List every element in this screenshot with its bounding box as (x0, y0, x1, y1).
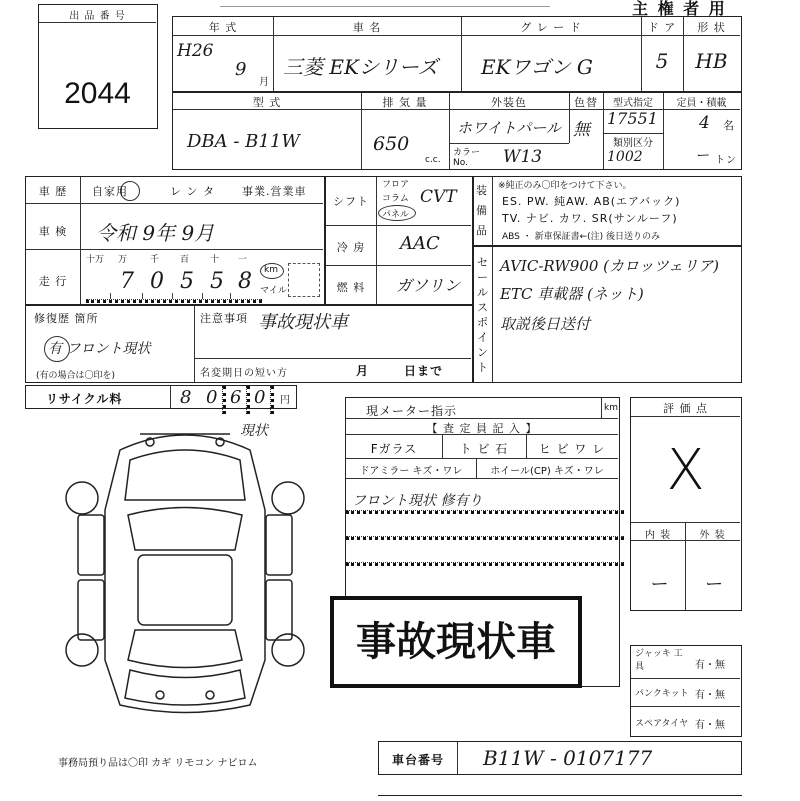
color-no-label: カラーNo. (453, 148, 481, 168)
chassis-value: B11W - 0107177 (483, 746, 653, 770)
mileage-digit-4: 5 (180, 269, 194, 294)
sales-point-label: セールスポイント (477, 256, 488, 374)
model-label: 型 式 (252, 96, 282, 109)
sales-point-block (473, 246, 742, 383)
exterior-label: 外 装 (699, 530, 726, 541)
mileage-digit-5: 5 (210, 269, 224, 294)
office-note: 事務局預り品は〇印 カギ リモコン ナビロム (58, 758, 258, 769)
diagram-annotation: 現状 (240, 423, 268, 439)
color-label: 外装色 (491, 96, 527, 109)
recycle-digit-2: 0 (206, 387, 218, 408)
mileage-digit-6: 8 (238, 269, 252, 294)
recycle-digit-3: 6 (230, 387, 242, 408)
category-label: 類別区分 (613, 138, 653, 149)
model-row (172, 92, 742, 170)
shift-label: シフト (333, 195, 369, 208)
displacement-unit: c.c. (425, 155, 441, 165)
type-designation-label: 型式指定 (613, 98, 653, 109)
mileage-unit-3: 千 (150, 255, 160, 265)
shift-selected-circle (378, 205, 416, 221)
color-change-value: 無 (573, 120, 590, 140)
grade-value: EKワゴン G (481, 55, 593, 79)
owner-label: 主 権 者 用 (632, 0, 727, 18)
year-car-row (172, 16, 742, 92)
sales-point-line-3: 取説後日送付 (500, 315, 591, 333)
chip-label: ト ビ 石 (459, 442, 509, 456)
tools-block (630, 645, 742, 737)
equipment-block (473, 176, 742, 246)
lot-number: 2044 (64, 77, 131, 110)
glass-label: Fガラス (370, 442, 418, 456)
door-label: ド ア (647, 21, 677, 34)
mileage-unit-mile: マイル (260, 286, 287, 296)
capacity-unit: 名 (723, 119, 735, 132)
color-no-value: W13 (503, 147, 543, 167)
interior-label: 内 装 (644, 530, 672, 541)
sales-point-line-2: ETC 車載器 (ネット) (500, 285, 644, 303)
mileage-unit-1: 十万 (86, 255, 105, 265)
accident-stamp: 事故現状車 (330, 596, 582, 688)
spare-value: 有・無 (695, 720, 725, 731)
mileage-label: 走 行 (38, 275, 68, 288)
meter-label: 現メーター指示 (366, 404, 458, 418)
equipment-label: 装備品 (476, 184, 487, 237)
shift-option-column: コラム (382, 194, 409, 204)
history-block (25, 176, 325, 305)
category-value: 1002 (607, 149, 643, 165)
equipment-line-1: ES. PW. 純AW. AB(エアバック) (502, 195, 681, 208)
year-label: 年 式 (208, 21, 238, 34)
repair-value: 有 フロント現状 (48, 341, 151, 357)
shift-value: CVT (420, 187, 457, 207)
grade-label: グ レ ー ド (520, 21, 582, 34)
rating-value: X (666, 438, 705, 503)
inspector-label: 【 査 定 員 記 入 】 (426, 422, 538, 435)
bottom-cut-line (378, 795, 742, 801)
puncture-value: 有・無 (695, 690, 725, 701)
chassis-label: 車台番号 (391, 753, 444, 767)
inspector-note: フロント現状 修有り (352, 493, 483, 509)
mileage-digit-3: 0 (150, 269, 164, 294)
shape-value: HB (695, 49, 728, 73)
expiry-label: 名変期日の短い方 (200, 368, 288, 379)
equipment-line-3: ABS ・ 新車保証書←(注) 後日送りのみ (502, 232, 661, 242)
load-unit: トン (715, 155, 737, 166)
crack-label: ヒ ビ ワ レ (538, 442, 606, 456)
car-label: 車 名 (352, 21, 382, 34)
jack-label: ジャッキ 工 具 (635, 649, 683, 672)
displacement-value: 650 (373, 133, 410, 155)
capacity-value: 4 (699, 113, 710, 133)
lot-label: 出 品 番 号 (69, 11, 126, 22)
color-value: ホワイトパール (457, 119, 561, 137)
inspection-value: 令和 9年 9月 (96, 221, 215, 245)
history-option-business: 事業.営業車 (242, 185, 307, 198)
ac-value: AAC (400, 233, 440, 254)
month-value: 9 (235, 59, 247, 80)
car-damage-diagram (60, 420, 310, 720)
shift-option-floor: フロア (382, 180, 410, 190)
puncture-label: パンクキット (635, 689, 689, 699)
caution-label: 注意事項 (200, 312, 248, 325)
header-cut-line (220, 0, 550, 7)
type-designation-value: 17551 (607, 109, 658, 128)
spare-label: スペアタイヤ (635, 719, 689, 729)
car-value: 三菱 EKシリーズ (283, 55, 438, 79)
expiry-month-label: 月 (356, 364, 370, 378)
interior-value: ー (649, 574, 667, 595)
year-value: H26 (177, 41, 214, 61)
mileage-unit-5: 十 (210, 255, 220, 265)
mileage-unit-km: km (264, 265, 278, 275)
recycle-digit-1: 8 (180, 387, 192, 408)
repair-label: 修復歴 箇所 (34, 312, 99, 325)
caution-value: 事故現状車 (258, 312, 348, 333)
shift-option-panel: パネル (382, 210, 410, 220)
recycle-row (25, 385, 297, 409)
jack-value: 有・無 (695, 660, 725, 671)
fuel-label: 燃 料 (336, 281, 366, 294)
equipment-line-2: TV. ナビ. カワ. SR(サンルーフ) (502, 212, 678, 225)
rating-label: 評 価 点 (663, 402, 708, 415)
mileage-unit-2: 万 (118, 255, 128, 265)
mileage-check-box (288, 263, 320, 297)
recycle-label: リサイクル料 (46, 392, 123, 406)
shift-ac-fuel-block (325, 176, 473, 305)
door-value: 5 (655, 49, 669, 73)
expiry-day-label: 日まで (404, 364, 444, 378)
recycle-digit-4: 0 (254, 387, 266, 408)
capacity-label: 定員・積載 (676, 98, 727, 109)
history-option-rental: レ ン タ (170, 185, 215, 198)
month-unit: 月 (259, 77, 270, 88)
wheel-label: ホイール(CP) キズ・ワレ (490, 466, 604, 477)
lot-box (38, 4, 158, 129)
mirror-label: ドアミラー キズ・ワレ (359, 466, 463, 477)
mileage-digit-2: 7 (120, 269, 134, 294)
inspection-label: 車 検 (38, 225, 68, 238)
recycle-unit: 円 (280, 395, 291, 406)
repair-caution-block (25, 305, 473, 383)
chassis-row (378, 741, 742, 775)
history-label: 車 歴 (38, 185, 68, 198)
load-value: ー (695, 148, 709, 164)
history-option-private: 自家用 (92, 185, 128, 198)
mileage-unit-4: 百 (180, 255, 190, 265)
exterior-value: ー (703, 574, 722, 595)
displacement-label: 排 気 量 (382, 96, 428, 109)
ac-label: 冷 房 (336, 241, 366, 254)
model-value: DBA - B11W (187, 131, 300, 152)
meter-unit: km (604, 403, 618, 413)
fuel-value: ガソリン (396, 276, 461, 295)
repair-note: (有の場合は〇印を) (36, 371, 116, 381)
sales-point-line-1: AVIC-RW900 (カロッツェリア) (500, 257, 719, 275)
mileage-unit-6: 一 (238, 255, 248, 265)
equipment-note: ※純正のみ〇印をつけて下さい。 (498, 181, 632, 191)
shape-label: 形 状 (697, 21, 726, 34)
rating-block (630, 397, 742, 611)
color-change-label: 色替 (574, 96, 598, 109)
